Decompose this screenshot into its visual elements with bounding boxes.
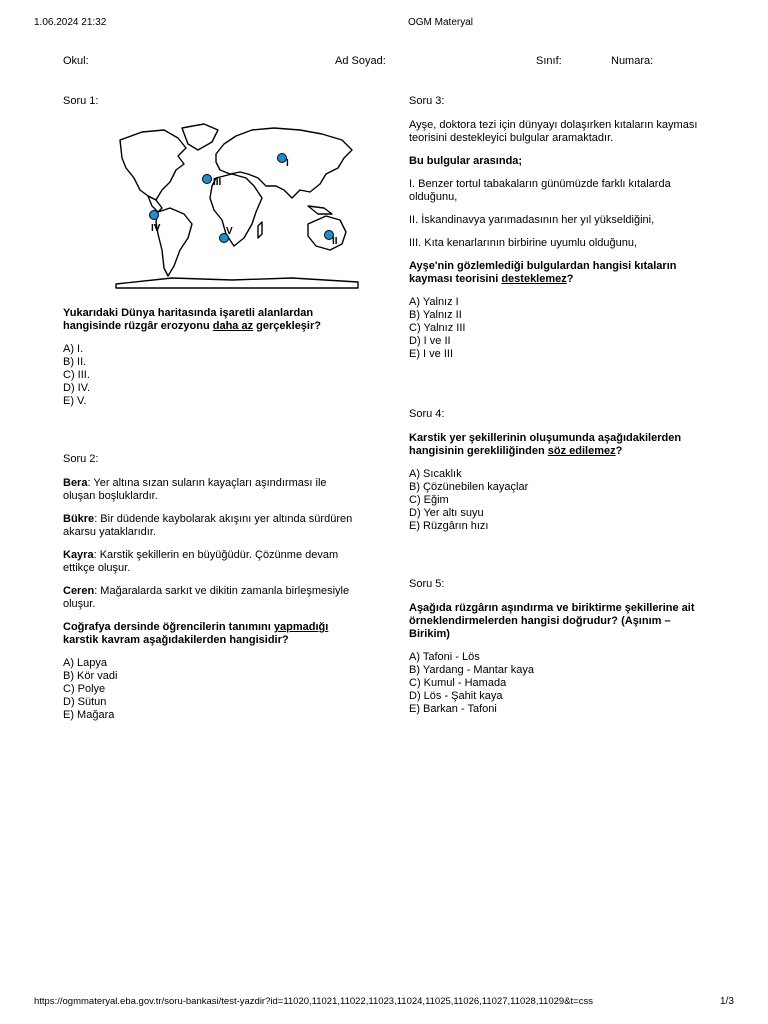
q3-item: III. Kıta kenarlarının birbirine uyumlu olduğunu, [409,237,638,249]
q2-label: Soru 2: [63,453,99,465]
q2-statement: Bera: Yer altına sızan suların kayaçları aşındırması ile oluşan boşluklardır. [63,477,327,502]
q5-option[interactable]: B) Yardang - Mantar kaya [409,664,534,676]
q3-option[interactable]: E) I ve III [409,348,454,360]
q1-body [63,307,353,408]
q5-options [409,651,709,716]
q2-option[interactable]: A) Lapya [63,657,108,669]
numara-label: Numara: [611,55,654,67]
world-map [112,120,362,290]
q1-option[interactable]: D) IV. [63,382,91,394]
q4-option[interactable]: C) Eğim [409,494,449,506]
q1-stem: Yukarıdaki Dünya haritasında işaretli alanlardan hangisinde rüzgâr erozyonu daha az gerçekleşir? [63,307,321,332]
q3-label: Soru 3: [409,95,445,107]
question-3 [409,95,709,361]
map-label-II: II [332,236,338,247]
question-1 [63,95,353,108]
q5-stem: Aşağıda rüzgârın aşındırma ve biriktirme şekillerine ait örneklendirmelerden hangisi doğrudur? (Aşınım – Birikim) [409,602,695,640]
q2-statement: Ceren: Mağaralarda sarkıt ve dikitin zamanla birleşmesiyle oluşur. [63,585,350,610]
madagascar-shape [258,222,262,238]
q1-label: Soru 1: [63,95,99,107]
indonesia-shape [308,206,332,214]
okul-label: Okul: [63,55,89,67]
south-america-shape [156,208,192,276]
q4-option[interactable]: A) Sıcaklık [409,468,462,480]
q5-option[interactable]: C) Kumul - Hamada [409,677,507,689]
question-5 [409,578,709,716]
q4-label: Soru 4: [409,408,445,420]
q3-option[interactable]: C) Yalnız III [409,322,466,334]
question-4 [409,408,709,533]
q2-option[interactable]: D) Sütun [63,696,107,708]
q2-option[interactable]: B) Kör vadi [63,670,118,682]
print-datetime: 1.06.2024 21:32 [34,17,107,28]
q4-option[interactable]: E) Rüzgârın hızı [409,520,489,532]
q3-option[interactable]: B) Yalnız II [409,309,462,321]
q4-stem: Karstik yer şekillerinin oluşumunda aşağıdakilerden hangisinin gerekliliğinden söz edilemez? [409,432,682,457]
q4-option[interactable]: D) Yer altı suyu [409,507,484,519]
q3-options [409,296,709,361]
sinif-label: Sınıf: [536,55,562,67]
map-label-IV: IV [151,223,161,234]
q2-stem: Coğrafya dersinde öğrencilerin tanımını yapmadığı karstik kavram aşağıdakilerden hangisidir? [63,621,329,646]
q2-statement: Bükre: Bir düdende kaybolarak akışını yer altında sürdüren akarsu yataklarıdır. [63,513,353,538]
q2-statement: Kayra: Karstik şekillerin en büyüğüdür. Çözünme devam ettikçe oluşur. [63,549,339,574]
q1-option[interactable]: C) III. [63,369,90,381]
q1-option[interactable]: E) V. [63,395,87,407]
q3-intro: Ayşe, doktora tezi için dünyayı dolaşırken kıtaların kayması teorisini destekleyici bulgular aramaktadır. [409,119,698,144]
antarctica-shape [116,278,358,288]
q4-option[interactable]: B) Çözünebilen kayaçlar [409,481,529,493]
q5-option[interactable]: D) Lös - Şahit kaya [409,690,503,702]
marker-III [203,175,212,184]
q1-option[interactable]: B) II. [63,356,87,368]
q1-options [63,343,353,408]
q3-item: II. İskandinavya yarımadasının her yıl yükseldiğini, [409,214,655,226]
q2-option[interactable]: E) Mağara [63,709,115,721]
map-label-I: I [286,158,289,169]
q3-lead: Bu bulgular arasında; [409,155,523,167]
q2-options [63,657,353,722]
site-title: OGM Materyal [408,17,474,28]
q5-option[interactable]: E) Barkan - Tafoni [409,703,497,715]
q3-stem: Ayşe'nin gözlemlediği bulgulardan hangisi kıtaların kayması teorisini desteklemez? [409,260,677,285]
q1-option[interactable]: A) I. [63,343,84,355]
question-2 [63,453,353,722]
q5-label: Soru 5: [409,578,445,590]
map-label-V: V [226,226,233,237]
footer-url[interactable]: https://ogmmateryal.eba.gov.tr/soru-bankasi/test-yazdir?id=11020,11021,11022,11023,11024,11025,11026,11027,11028,11029&t=css [34,996,593,1007]
q2-option[interactable]: C) Polye [63,683,106,695]
q4-options [409,468,709,533]
ad-soyad-label: Ad Soyad: [335,55,386,67]
marker-IV [150,211,159,220]
q5-option[interactable]: A) Tafoni - Lös [409,651,480,663]
greenland-shape [182,124,218,150]
north-america-shape [120,130,186,200]
q3-option[interactable]: D) I ve II [409,335,451,347]
q3-item: I. Benzer tortul tabakaların günümüzde farklı kıtalarda olduğunu, [409,178,671,203]
q3-option[interactable]: A) Yalnız I [409,296,459,308]
map-label-III: III [213,177,222,188]
page-number: 1/3 [720,996,734,1007]
